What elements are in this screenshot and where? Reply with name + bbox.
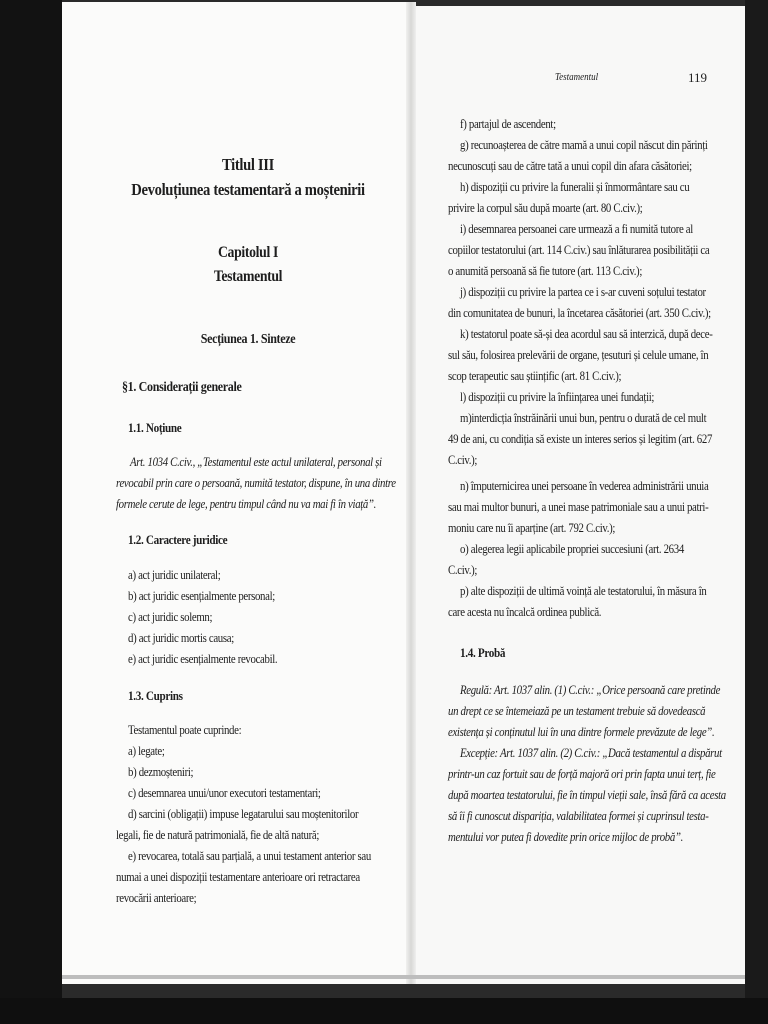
notion-line: formele cerute de lege, pentru timpul când nu va mai fi în viață”.	[116, 497, 377, 511]
proof-line: Excepție: Art. 1037 alin. (2) C.civ.: „Dacă testamentul a dispărut	[460, 746, 722, 760]
notion-line: revocabil prin care o persoană, numită testator, dispune, în una dintre	[116, 476, 396, 490]
proof-line: existența și conținutul lui în una dintre formele prevăzute de lege”.	[448, 725, 715, 739]
title-name: Devoluțiunea testamentară a moștenirii	[131, 180, 365, 199]
legal-item: c) act juridic solemn;	[128, 610, 213, 624]
list-line: moniu care nu îi aparține (art. 792 C.civ.);	[448, 521, 616, 535]
heading-content: 1.3. Cuprins	[128, 688, 183, 703]
scan-margin-right	[745, 0, 768, 1024]
notion-line: Art. 1034 C.civ., „Testamentul este actul unilateral, personal și	[130, 455, 382, 469]
page-number: 119	[688, 70, 708, 85]
list-line: i) desemnarea persoanei care urmează a fi numită tutore al	[460, 222, 693, 236]
proof-line: printr-un caz fortuit sau de forță majoră ori prin fapta unui terț, fie	[448, 767, 716, 781]
list-line: sul său, folosirea prelevării de organe, țesuturi și celule umane, în	[448, 348, 709, 362]
content-line: numai a unei dispoziții testamentare anterioare ori retractarea	[116, 870, 360, 884]
content-line: a) legate;	[128, 744, 165, 758]
content-line: c) desemnarea unui/unor executori testamentari;	[128, 786, 321, 800]
chapter-name: Testamentul	[213, 268, 283, 285]
content-line: e) revocarea, totală sau parțială, a unui testament anterior sau	[128, 849, 371, 863]
list-line: necunoscuți sau de către tată a unui copil din afara căsătoriei;	[448, 159, 692, 173]
list-line: din comunitatea de bunuri, la încetarea căsătoriei (art. 350 C.civ.);	[448, 306, 711, 320]
list-line: m)interdicția înstrăinării unui bun, pentru o durată de cel mult	[460, 411, 707, 425]
heading-proof: 1.4. Probă	[460, 645, 506, 660]
scan-margin-left	[0, 0, 62, 1024]
list-line: n) împuternicirea unei persoane în vederea administrării unuia	[460, 479, 709, 493]
list-line: privire la corpul său după moarte (art. 80 C.civ.);	[448, 201, 643, 215]
list-line: h) dispoziții cu privire la funeralii și înmormântare sau cu	[460, 180, 690, 194]
list-line: C.civ.);	[448, 563, 478, 577]
legal-item: b) act juridic esențialmente personal;	[128, 589, 275, 603]
chapter-label: Capitolul I	[217, 244, 279, 261]
running-title: Testamentul	[555, 72, 599, 83]
book-gutter	[406, 2, 416, 984]
list-line: C.civ.);	[448, 453, 478, 467]
content-line: legali, fie de natură patrimonială, fie de altă natură;	[116, 828, 320, 842]
content-line: Testamentul poate cuprinde:	[128, 723, 242, 737]
list-line: 49 de ani, cu condiția să existe un interes serios și legitim (art. 627	[448, 432, 713, 446]
list-line: scop terapeutic sau științific (art. 81 C.civ.);	[448, 369, 622, 383]
content-line: b) dezmoșteniri;	[128, 765, 194, 779]
list-line: f) partajul de ascendent;	[460, 117, 556, 131]
list-line: g) recunoașterea de către mamă a unui copil născut din părinți	[460, 138, 708, 152]
list-line: o) alegerea legii aplicabile propriei succesiuni (art. 2634	[460, 542, 684, 556]
section-heading: Secțiunea 1. Sinteze	[200, 332, 296, 347]
proof-line: mentului vor putea fi dovedite prin orice mijloc de probă”.	[448, 830, 683, 844]
list-line: p) alte dispoziții de ultimă voință ale testatorului, în măsura în	[460, 584, 707, 598]
heading-legal-features: 1.2. Caractere juridice	[128, 532, 228, 547]
list-line: o anumită persoană să fie tutore (art. 113 C.civ.);	[448, 264, 642, 278]
list-line: sau mai multor bunuri, a unei mase patrimoniale sau a unui patri-	[448, 500, 709, 514]
list-line: j) dispoziții cu privire la partea ce i s-ar cuveni soțului testator	[460, 285, 706, 299]
list-line: k) testatorul poate să-și dea acordul sau să interzică, după dece-	[460, 327, 713, 341]
proof-line: după moartea testatorului, fie în timpul vieții sale, însă fără ca acesta	[448, 788, 726, 802]
heading-notion: 1.1. Noțiune	[128, 420, 182, 435]
scan-margin-bottom	[0, 998, 768, 1024]
content-line: d) sarcini (obligații) impuse legatarului sau moștenitorilor	[128, 807, 359, 821]
proof-line: să îi fi cunoscut dispariția, valabilitatea formei și cuprinsul testa-	[448, 809, 709, 823]
page-bottom-edge	[62, 975, 745, 979]
proof-line: Regulă: Art. 1037 alin. (1) C.civ.: „Orice persoană care pretinde	[460, 683, 721, 697]
list-line: copiilor testatorului (art. 114 C.civ.) sau înlăturarea posibilității ca	[448, 243, 710, 257]
paragraph-heading: §1. Considerații generale	[122, 380, 242, 395]
list-line: l) dispoziții cu privire la înființarea unei fundații;	[460, 390, 655, 404]
content-line: revocării anterioare;	[116, 891, 197, 905]
list-line: care acesta nu încalcă ordinea publică.	[448, 605, 602, 619]
legal-item: a) act juridic unilateral;	[128, 568, 221, 582]
legal-item: e) act juridic esențialmente revocabil.	[128, 652, 278, 666]
title-label: Titlul III	[222, 155, 274, 174]
legal-item: d) act juridic mortis causa;	[128, 631, 234, 645]
proof-line: un drept ce se întemeiază pe un testament trebuie să dovedească	[448, 704, 706, 718]
